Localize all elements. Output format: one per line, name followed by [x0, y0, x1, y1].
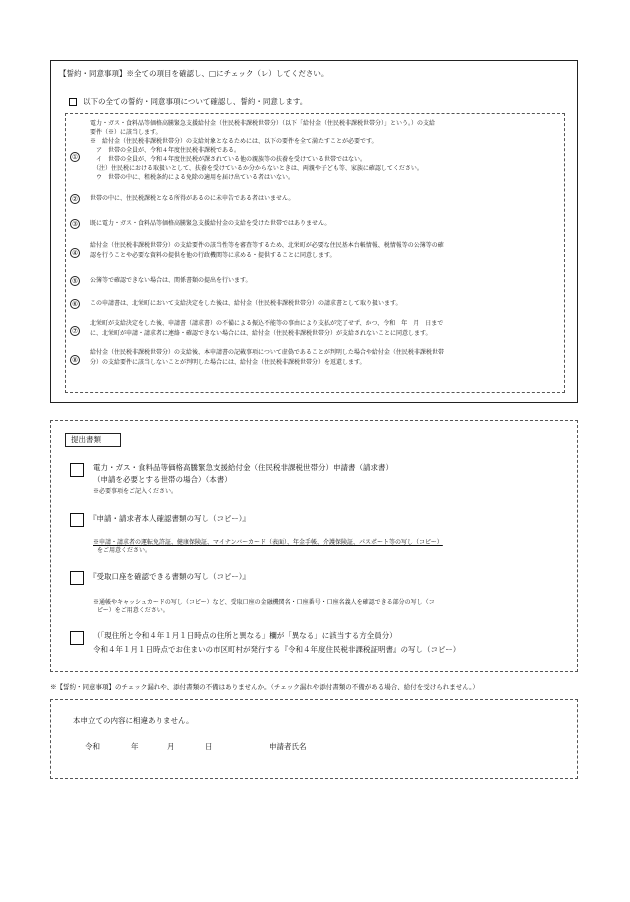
item-number: ⑤ [70, 276, 80, 286]
item-text-line: 分）の支給要件に該当しないことが判明した場合には、給付金（住民税非課税世帯分）を返還します。 [90, 359, 366, 366]
document-checkbox[interactable] [70, 463, 84, 477]
date-era: 令和 [85, 742, 100, 751]
document-note: をご用意ください。 [97, 547, 152, 554]
item-number: ③ [70, 219, 80, 229]
item-text-line: 公簿等で確認できない場合は、関係書類の提出を行います。 [90, 277, 252, 284]
footer-note: ※【誓約・同意事項】のチェック漏れや、添付書類の不備はありませんか。（チェック漏れや添付書類の不備がある場合、給付を受けられません。） [50, 683, 479, 691]
item-number: ① [70, 152, 80, 162]
item-text-line: 給付金（住民税非課税世帯分）の支給後、本申請書の記載事項について虚偽であることが判明した場合や給付金（住民税非課税世帯 [90, 349, 444, 356]
document-title: 電力・ガス・食料品等価格高騰緊急支援給付金（住民税非課税世帯分）申請書（請求書） [93, 463, 393, 472]
consent-section [50, 60, 578, 403]
document-note: ※必要事項をご記入ください。 [93, 488, 178, 495]
item-number: ④ [70, 248, 80, 258]
documents-label: 提出書類 [71, 435, 101, 444]
item-number: ② [70, 194, 80, 204]
item-text-line: 既に電力・ガス・食料品等価格高騰緊急支援給付金の支給を受けた世帯ではありません。 [90, 220, 331, 227]
document-checkbox[interactable] [70, 513, 84, 527]
applicant-name-label: 申請者氏名 [269, 742, 307, 751]
document-subtitle: 令和４年１月１日時点でお住まいの市区町村が発行する『令和４年度住民税非課税証明書』の写し（コピー） [93, 645, 461, 654]
documents-label-box [65, 433, 121, 447]
consent-heading: 【誓約・同意事項】※全ての項目を確認し、□にチェック（レ）してください。 [59, 69, 329, 78]
item-text-line: 北栄町が支給決定をした後、申請書（請求書）の不備による振込不能等の事由により支払が完了せず、かつ、令和 年 月 日まで [90, 320, 444, 327]
documents-section [50, 420, 578, 672]
document-note: ※申請・請求者の運転免許証、健康保険証、マイナンバーカード（表面）、年金手帳、介護保険証、パスポート等の写し（コピー） [93, 539, 443, 546]
document-checkbox[interactable] [70, 571, 84, 585]
item-text-line: この申請書は、北栄町において支給決定をした後は、給付金（住民税非課税世帯分）の請求書として取り扱います。 [90, 300, 402, 307]
declaration-section [50, 699, 578, 779]
document-title: 『申請・請求者本人確認書類の写し（コピー）』 [89, 514, 250, 523]
item-text-line: イ 世帯の全員が、令和４年度住民税が課されている他の親族等の扶養を受けている世帯ではない。 [90, 156, 367, 163]
item-text-line: （注）住民税における取扱いとして、扶養を受けているか分からないときは、両親や子ども等、家族に確認してください。 [90, 165, 423, 172]
item-number: ⑧ [70, 355, 80, 365]
date-year: 年 [131, 742, 139, 751]
document-title: 『受取口座を確認できる書類の写し（コピー）』 [89, 572, 250, 581]
item-text-line: に、北栄町が申請・請求者に連絡・確認できない場合には、給付金（住民税非課税世帯分）が支給されないことに同意します。 [90, 330, 432, 337]
item-text-line: ※ 給付金（住民税非課税世帯分）の支給対象となるためには、以下の要件を全て満たすことが必要です。 [90, 138, 378, 145]
item-number: ⑦ [70, 326, 80, 336]
document-note: ピー）をご用意ください。 [97, 607, 169, 614]
item-text-line: 世帯の中に、住民税課税となる所得があるのに未申告である者はいません。 [90, 195, 295, 202]
consent-all-checkbox[interactable] [69, 98, 77, 106]
document-note: ※通帳やキャッシュカードの写し（コピー）など、受取口座の金融機関名・口座番号・口座名義人を確認できる部分の写し（コ [93, 599, 435, 606]
item-text-line: 給付金（住民税非課税世帯分）の支給要件の該当性等を審査等するため、北栄町が必要な住民基本台帳情報、税情報等の公簿等の確 [90, 242, 444, 249]
item-number: ⑥ [70, 299, 80, 309]
document-subtitle: （申請を必要とする世帯の場合）（本書） [93, 475, 232, 484]
date-month: 月 [167, 742, 175, 751]
item-text-line: 電力・ガス・食料品等価格高騰緊急支援給付金（住民税非課税世帯分）（以下「給付金（住民税非課税世帯分）」という。）の支給 [90, 120, 436, 127]
declaration-text: 本申立ての内容に相違ありません。 [73, 716, 194, 725]
item-text-line: ア 世帯の全員が、令和４年度住民税非課税である。 [90, 147, 241, 154]
date-day: 日 [205, 742, 213, 751]
item-text-line: 認を行うことや必要な資料の提供を他の行政機関等に求める・提供することに同意します。 [90, 252, 336, 259]
consent-items-box [65, 113, 565, 393]
item-text-line: ウ 世帯の中に、租税条約による免除の適用を届け出ている者はいない。 [90, 174, 295, 181]
consent-all-label: 以下の全ての誓約・同意事項について確認し、誓約・同意します。 [83, 97, 308, 106]
document-title: （「現住所と令和４年１月１日時点の住所と異なる」欄が「異なる」に該当する方全員分） [93, 631, 397, 640]
document-checkbox[interactable] [70, 631, 84, 645]
item-text-line: 要件（※）に該当します。 [90, 129, 162, 136]
